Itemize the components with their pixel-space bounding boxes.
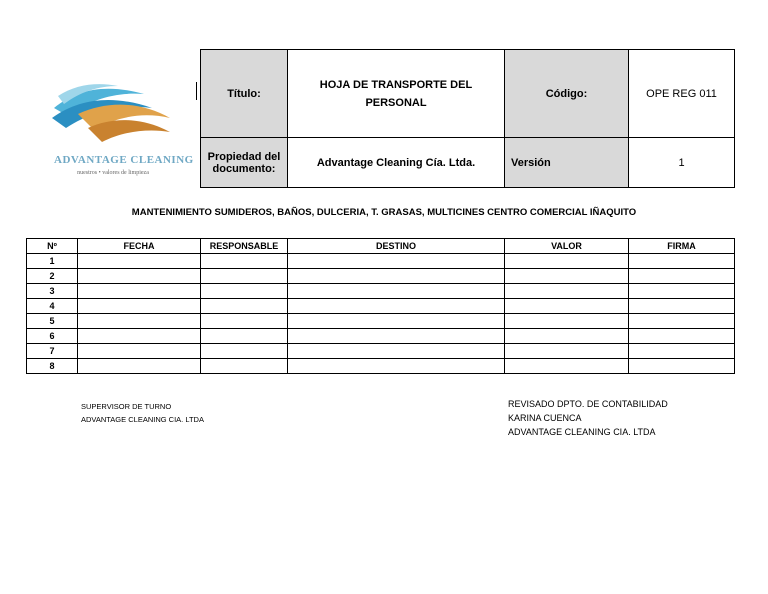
responsable-cell[interactable] bbox=[201, 359, 288, 374]
fecha-cell[interactable] bbox=[78, 284, 201, 299]
table-row bbox=[27, 314, 735, 329]
valor-cell[interactable] bbox=[505, 344, 629, 359]
col-header-fecha: FECHA bbox=[78, 239, 201, 254]
row-number: 2 bbox=[27, 269, 78, 284]
firma-cell[interactable] bbox=[629, 254, 735, 269]
responsable-cell[interactable] bbox=[201, 299, 288, 314]
col-header-destino: DESTINO bbox=[288, 239, 505, 254]
table-row bbox=[27, 269, 735, 284]
logo-name: ADVANTAGE CLEANING bbox=[54, 154, 194, 166]
destino-cell[interactable] bbox=[288, 299, 505, 314]
destino-cell[interactable] bbox=[288, 314, 505, 329]
firma-cell[interactable] bbox=[629, 329, 735, 344]
valor-cell[interactable] bbox=[505, 284, 629, 299]
title-line-2: PERSONAL bbox=[365, 96, 427, 109]
responsable-cell[interactable] bbox=[201, 269, 288, 284]
row-number: 7 bbox=[27, 344, 78, 359]
row-number: 5 bbox=[27, 314, 78, 329]
accounting-signature-block bbox=[508, 397, 668, 439]
fecha-cell[interactable] bbox=[78, 314, 201, 329]
title-line-1: HOJA DE TRANSPORTE DEL bbox=[319, 78, 473, 91]
responsable-cell[interactable] bbox=[201, 254, 288, 269]
company-name: Advantage Cleaning Cía. Ltda. bbox=[288, 138, 505, 188]
destino-cell[interactable] bbox=[288, 269, 505, 284]
responsable-cell[interactable] bbox=[201, 329, 288, 344]
responsable-cell[interactable] bbox=[201, 284, 288, 299]
fecha-cell[interactable] bbox=[78, 329, 201, 344]
valor-cell[interactable] bbox=[505, 299, 629, 314]
firma-cell[interactable] bbox=[629, 344, 735, 359]
responsable-cell[interactable] bbox=[201, 314, 288, 329]
wave-logo-icon bbox=[48, 74, 176, 154]
row-number: 6 bbox=[27, 329, 78, 344]
table-row bbox=[27, 329, 735, 344]
row-number: 8 bbox=[27, 359, 78, 374]
codigo-label: Código: bbox=[505, 50, 629, 138]
firma-cell[interactable] bbox=[629, 299, 735, 314]
col-header-valor: VALOR bbox=[505, 239, 629, 254]
row-number: 1 bbox=[27, 254, 78, 269]
table-row bbox=[27, 299, 735, 314]
fecha-cell[interactable] bbox=[78, 299, 201, 314]
valor-cell[interactable] bbox=[505, 329, 629, 344]
document-title bbox=[288, 50, 505, 138]
firma-cell[interactable] bbox=[629, 314, 735, 329]
propiedad-label bbox=[201, 138, 288, 188]
supervisor-company: ADVANTAGE CLEANING CIA. LTDA bbox=[81, 415, 204, 424]
accounting-company: ADVANTAGE CLEANING CIA. LTDA bbox=[508, 427, 656, 437]
propiedad-line-1: Propiedad del bbox=[207, 150, 281, 163]
table-row bbox=[27, 254, 735, 269]
propiedad-line-2: documento: bbox=[212, 162, 276, 175]
accounting-name: KARINA CUENCA bbox=[508, 413, 582, 423]
col-header-num: Nº bbox=[27, 239, 78, 254]
firma-cell[interactable] bbox=[629, 359, 735, 374]
fecha-cell[interactable] bbox=[78, 269, 201, 284]
valor-cell[interactable] bbox=[505, 269, 629, 284]
codigo-value: OPE REG 011 bbox=[629, 50, 735, 138]
table-header-row bbox=[27, 239, 735, 254]
version-label: Versión bbox=[505, 138, 629, 188]
logo-tagline: nuestros • valores de limpieza bbox=[77, 170, 149, 176]
vertical-mark bbox=[196, 82, 197, 100]
document-subtitle: MANTENIMIENTO SUMIDEROS, BAÑOS, DULCERIA, T. GRASAS, MULTICINES CENTRO COMERCIAL IÑAQUITO bbox=[131, 207, 637, 218]
valor-cell[interactable] bbox=[505, 359, 629, 374]
col-header-firma: FIRMA bbox=[629, 239, 735, 254]
fecha-cell[interactable] bbox=[78, 254, 201, 269]
version-value: 1 bbox=[629, 138, 735, 188]
valor-cell[interactable] bbox=[505, 254, 629, 269]
supervisor-signature-block bbox=[81, 400, 204, 426]
row-number: 3 bbox=[27, 284, 78, 299]
table-row bbox=[27, 284, 735, 299]
responsable-cell[interactable] bbox=[201, 344, 288, 359]
destino-cell[interactable] bbox=[288, 359, 505, 374]
valor-cell[interactable] bbox=[505, 314, 629, 329]
titulo-label: Título: bbox=[201, 50, 288, 138]
transport-table bbox=[26, 238, 735, 374]
supervisor-title: SUPERVISOR DE TURNO bbox=[81, 402, 172, 411]
destino-cell[interactable] bbox=[288, 284, 505, 299]
table-row bbox=[27, 344, 735, 359]
document-header bbox=[200, 49, 735, 188]
firma-cell[interactable] bbox=[629, 284, 735, 299]
destino-cell[interactable] bbox=[288, 254, 505, 269]
table-row bbox=[27, 359, 735, 374]
accounting-title: REVISADO DPTO. DE CONTABILIDAD bbox=[508, 399, 668, 409]
fecha-cell[interactable] bbox=[78, 359, 201, 374]
destino-cell[interactable] bbox=[288, 344, 505, 359]
fecha-cell[interactable] bbox=[78, 344, 201, 359]
company-logo bbox=[48, 74, 194, 186]
col-header-responsable: RESPONSABLE bbox=[201, 239, 288, 254]
destino-cell[interactable] bbox=[288, 329, 505, 344]
firma-cell[interactable] bbox=[629, 269, 735, 284]
row-number: 4 bbox=[27, 299, 78, 314]
